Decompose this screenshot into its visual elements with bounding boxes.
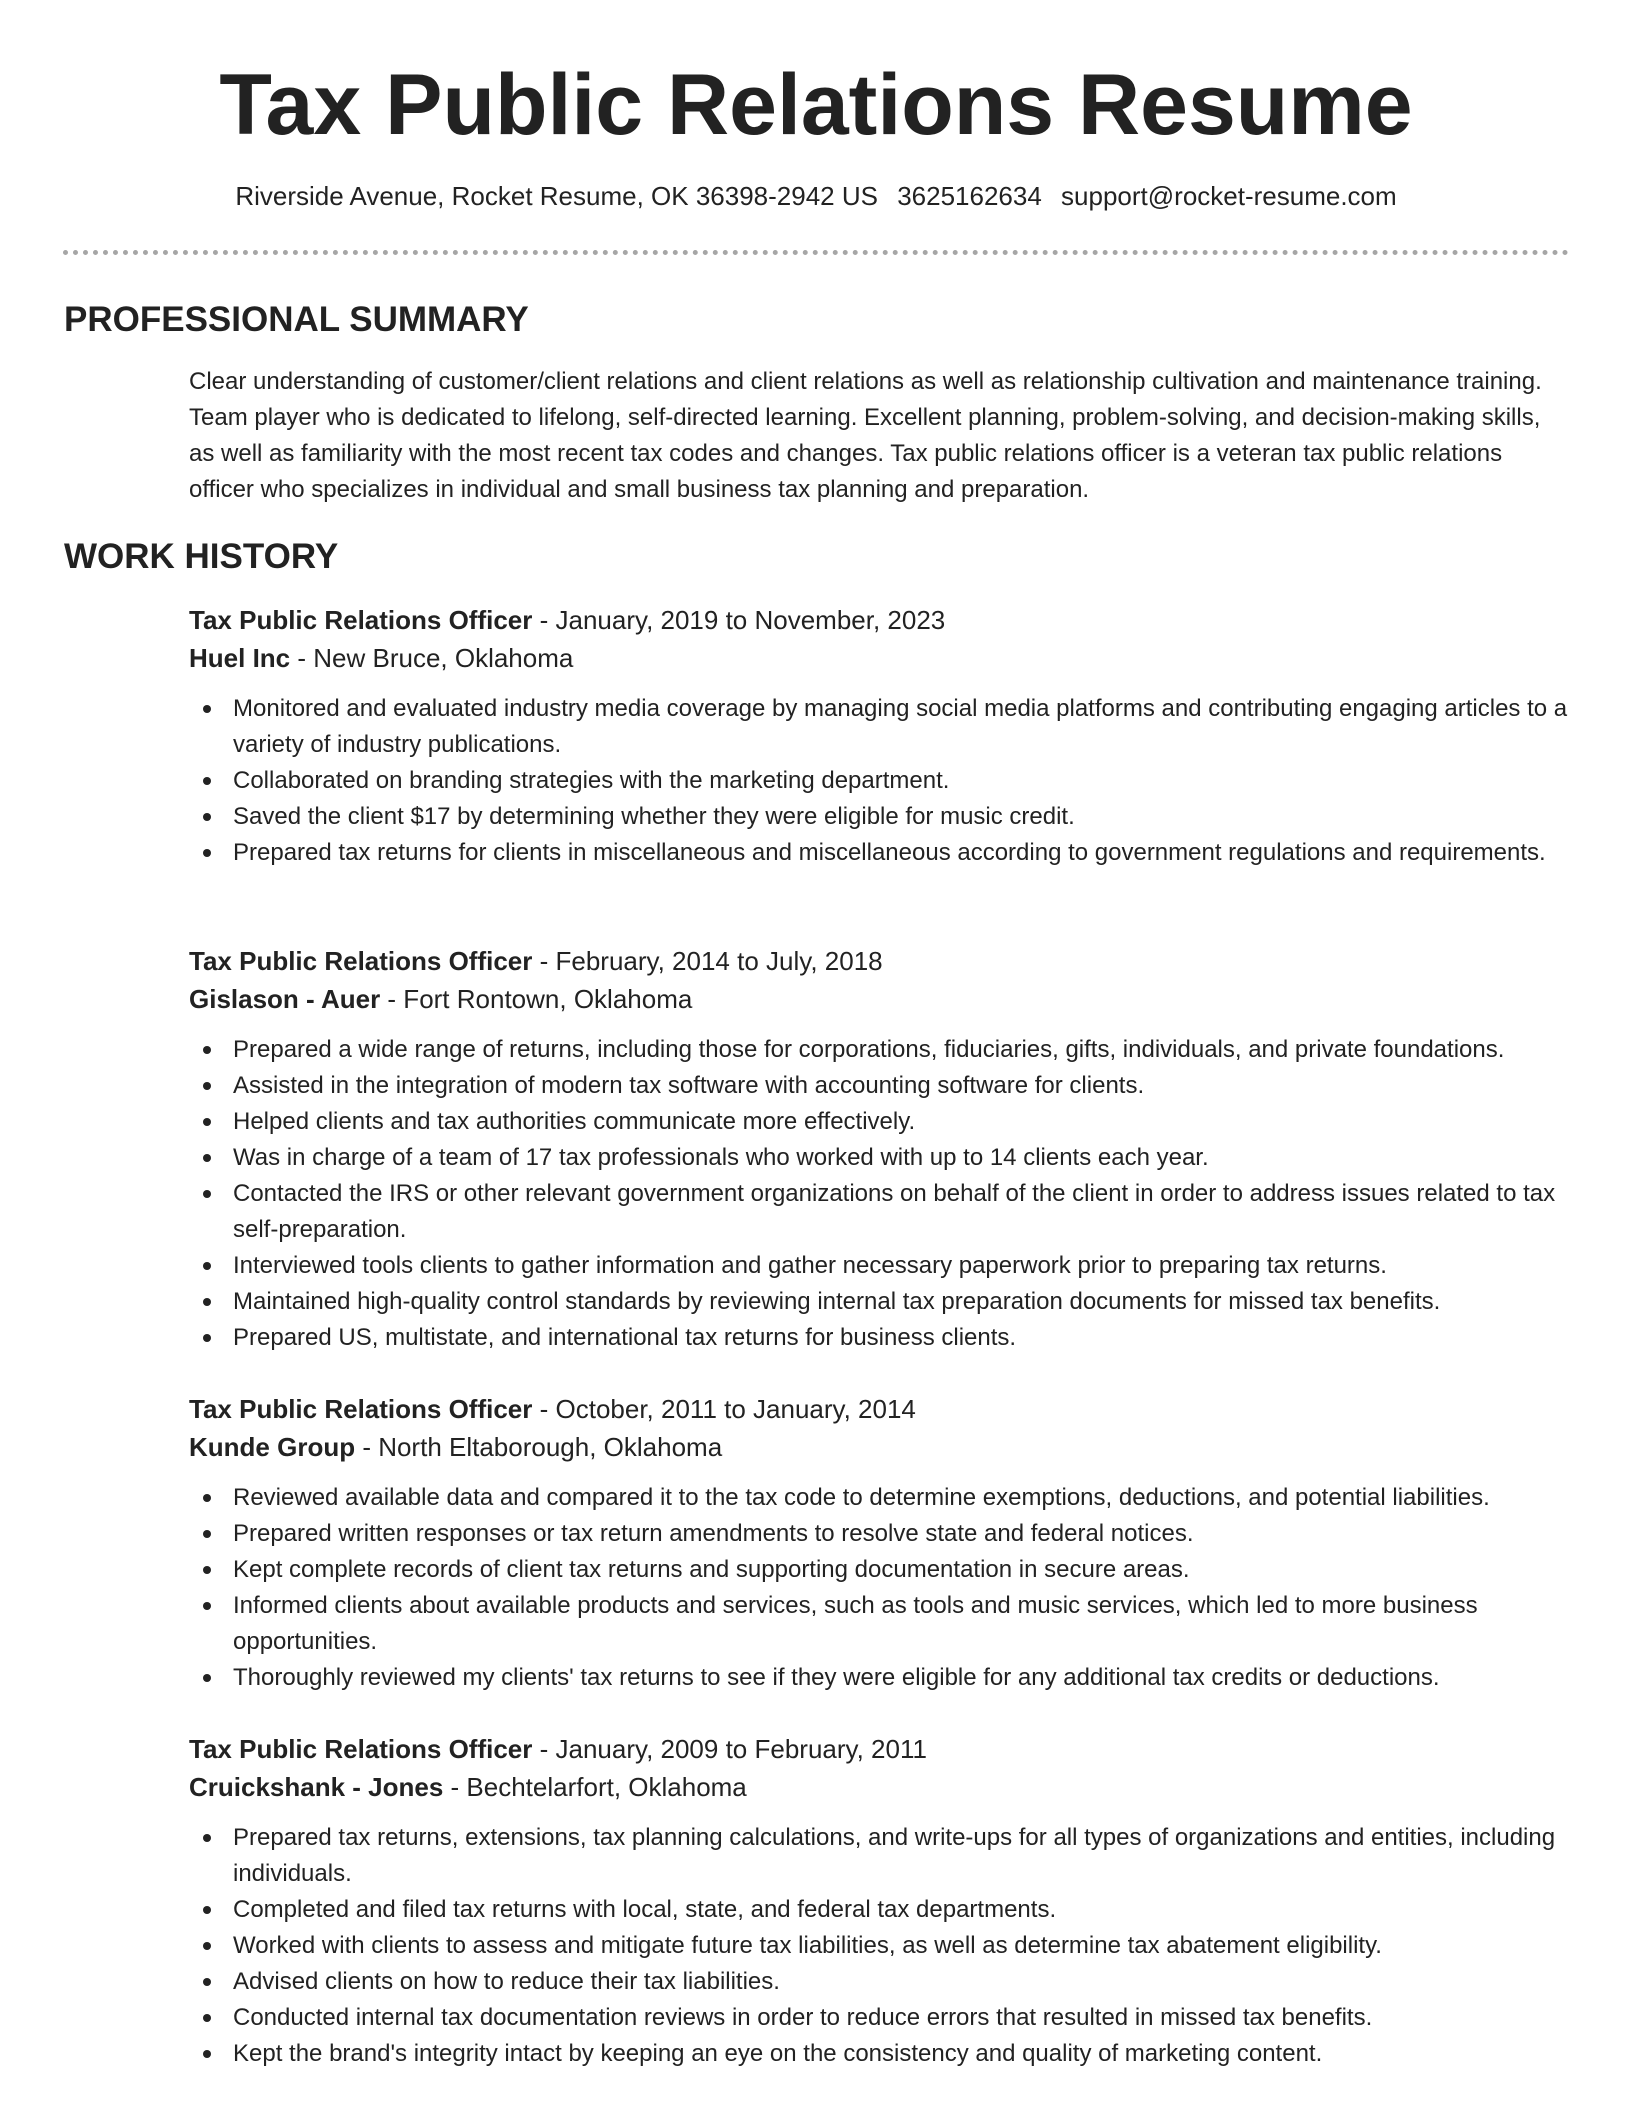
- job-bullet: Prepared written responses or tax return amendments to resolve state and federal notices.: [189, 1516, 1579, 1552]
- job-company-line: [189, 1428, 1579, 1466]
- job-entry: [189, 1730, 1579, 2072]
- job-bullet: Maintained high-quality control standards by reviewing internal tax preparation documents for missed tax benefits.: [189, 1284, 1579, 1320]
- job-bullet: Prepared US, multistate, and international tax returns for business clients.: [189, 1320, 1579, 1356]
- job-bullet: Monitored and evaluated industry media coverage by managing social media platforms and contributing engaging articles to a variety of industry publications.: [189, 691, 1579, 763]
- job-company: Gislason - Auer: [189, 984, 381, 1014]
- job-bullet: Assisted in the integration of modern tax software with accounting software for clients.: [189, 1068, 1579, 1104]
- job-title: Tax Public Relations Officer: [189, 1734, 533, 1764]
- job-bullets: [189, 1480, 1579, 1696]
- job-location: - North Eltaborough, Oklahoma: [355, 1432, 723, 1462]
- summary-heading: PROFESSIONAL SUMMARY: [64, 300, 529, 339]
- job-company: Huel Inc: [189, 643, 291, 673]
- header-divider: [63, 250, 1569, 255]
- job-dates: - January, 2019 to November, 2023: [532, 605, 946, 635]
- job-title: Tax Public Relations Officer: [189, 946, 533, 976]
- job-title: Tax Public Relations Officer: [189, 605, 533, 635]
- job-bullet: Kept the brand's integrity intact by keeping an eye on the consistency and quality of marketing content.: [189, 2036, 1579, 2072]
- job-bullet: Interviewed tools clients to gather information and gather necessary paperwork prior to preparing tax returns.: [189, 1248, 1579, 1284]
- job-bullets: [189, 691, 1579, 871]
- job-title-line: [189, 1730, 1579, 1768]
- job-bullet: Kept complete records of client tax returns and supporting documentation in secure areas.: [189, 1552, 1579, 1588]
- job-bullet: Contacted the IRS or other relevant government organizations on behalf of the client in order to address issues related to tax self-preparation.: [189, 1176, 1579, 1248]
- job-bullet: Conducted internal tax documentation reviews in order to reduce errors that resulted in missed tax benefits.: [189, 2000, 1579, 2036]
- job-bullet: Worked with clients to assess and mitigate future tax liabilities, as well as determine tax abatement eligibility.: [189, 1928, 1579, 1964]
- job-location: - Bechtelarfort, Oklahoma: [443, 1772, 747, 1802]
- resume-title: Tax Public Relations Resume: [219, 57, 1413, 153]
- job-title-line: [189, 942, 1579, 980]
- job-bullets: [189, 1820, 1579, 2072]
- job-entry: [189, 601, 1579, 871]
- job-dates: - February, 2014 to July, 2018: [532, 946, 883, 976]
- job-entry: [189, 1390, 1579, 1696]
- job-company-line: [189, 1768, 1579, 1806]
- job-bullet: Completed and filed tax returns with local, state, and federal tax departments.: [189, 1892, 1579, 1928]
- contact-line: [0, 181, 1632, 212]
- job-title-line: [189, 601, 1579, 639]
- job-dates: - January, 2009 to February, 2011: [532, 1734, 927, 1764]
- job-location: - New Bruce, Oklahoma: [290, 643, 574, 673]
- summary-text: Clear understanding of customer/client relations and client relations as well as relationship cultivation and maintenance training. Team player who is dedicated to lifelong, self-directed learning. Excellent planning, problem-solving, and decision-making skills, as well as familiarity with the most recent tax codes and changes. Tax public relations officer is a veteran tax public relations officer who specializes in individual and small business tax planning and preparation.: [189, 368, 1542, 503]
- job-company: Kunde Group: [189, 1432, 356, 1462]
- job-bullet: Informed clients about available products and services, such as tools and music services, which led to more business opportunities.: [189, 1588, 1579, 1660]
- job-company: Cruickshank - Jones: [189, 1772, 444, 1802]
- contact-email: support@rocket-resume.com: [1061, 181, 1397, 211]
- job-bullet: Saved the client $17 by determining whether they were eligible for music credit.: [189, 799, 1579, 835]
- job-bullet: Prepared tax returns for clients in miscellaneous and miscellaneous according to government regulations and requirements.: [189, 835, 1579, 871]
- work-history-heading: WORK HISTORY: [64, 537, 339, 576]
- job-company-line: [189, 980, 1579, 1018]
- job-bullet: Collaborated on branding strategies with the marketing department.: [189, 763, 1579, 799]
- job-dates: - October, 2011 to January, 2014: [532, 1394, 916, 1424]
- job-bullets: [189, 1032, 1579, 1356]
- job-bullet: Helped clients and tax authorities communicate more effectively.: [189, 1104, 1579, 1140]
- job-bullet: Prepared tax returns, extensions, tax planning calculations, and write-ups for all types of organizations and entities, including individuals.: [189, 1820, 1579, 1892]
- contact-phone: 3625162634: [897, 181, 1042, 211]
- job-bullet: Advised clients on how to reduce their tax liabilities.: [189, 1964, 1579, 2000]
- job-bullet: Prepared a wide range of returns, including those for corporations, fiduciaries, gifts, individuals, and private foundations.: [189, 1032, 1579, 1068]
- job-title: Tax Public Relations Officer: [189, 1394, 533, 1424]
- job-location: - Fort Rontown, Oklahoma: [380, 984, 693, 1014]
- job-entry: [189, 942, 1579, 1356]
- contact-address: Riverside Avenue, Rocket Resume, OK 36398-2942 US: [235, 181, 878, 211]
- job-company-line: [189, 639, 1579, 677]
- job-bullet: Thoroughly reviewed my clients' tax returns to see if they were eligible for any additional tax credits or deductions.: [189, 1660, 1579, 1696]
- job-bullet: Reviewed available data and compared it to the tax code to determine exemptions, deductions, and potential liabilities.: [189, 1480, 1579, 1516]
- job-title-line: [189, 1390, 1579, 1428]
- job-bullet: Was in charge of a team of 17 tax professionals who worked with up to 14 clients each year.: [189, 1140, 1579, 1176]
